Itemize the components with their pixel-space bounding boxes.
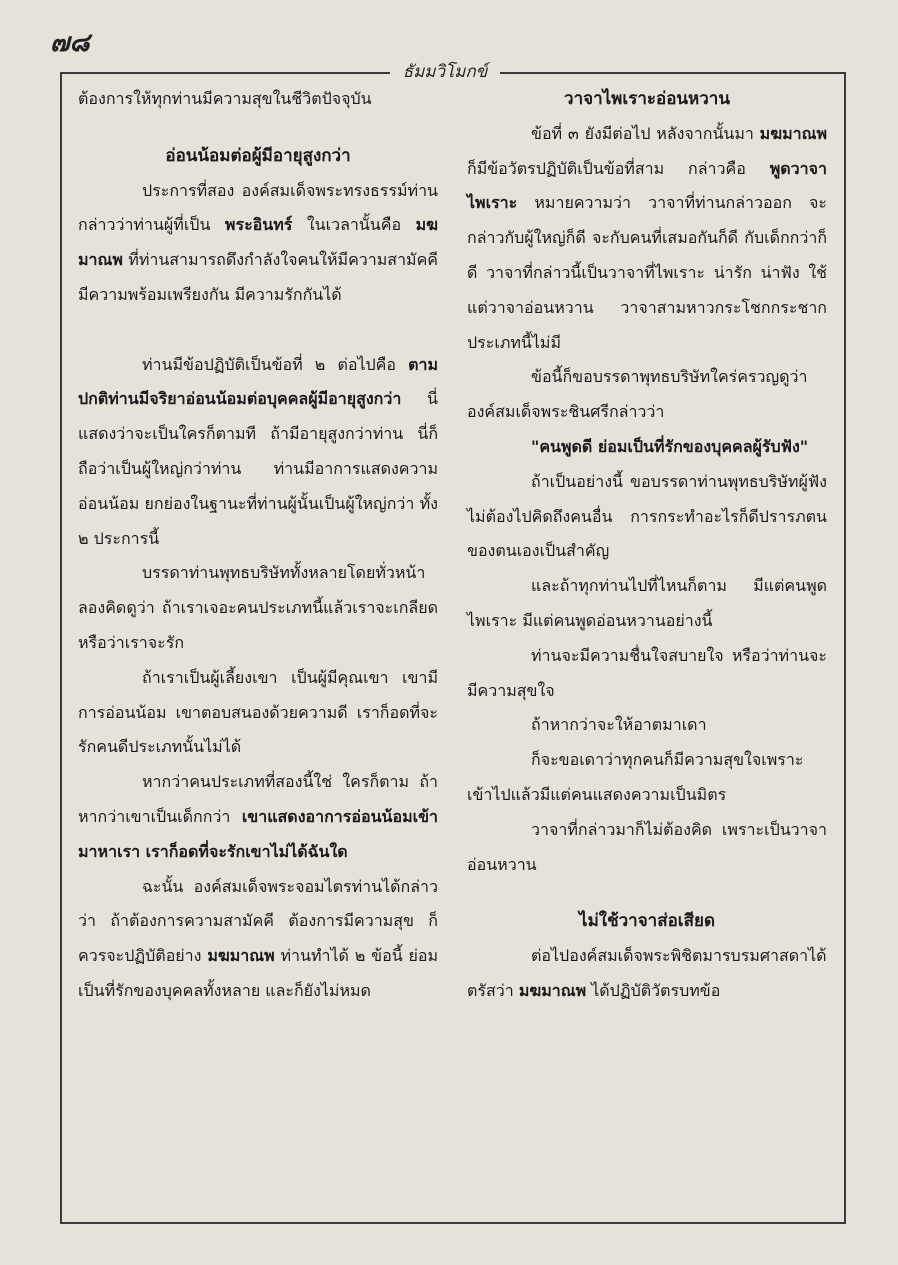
page-number: ๗๘ (50, 28, 90, 58)
paragraph: ข้อที่ ๓ ยังมีต่อไป หลังจากนั้นมา มฆมาณพ ก็มีข้อวัตรปฏิบัติเป็นข้อที่สาม กล่าวคือ พูดวาจาไพเราะ หมายความว่า วาจาที่ท่านกล่าวออก จะกล่าวกับผู้ใหญ่ก็ดี จะกับคนที่เสมอกันก็ดี กับเด็กกว่าก็ดี วาจาที่กล่าวนี้เป็นวาจาที่ไพเราะ น่ารัก น่าฟัง ใช้แต่วาจาอ่อนหวาน วาจาสามหาวกระโชกกระชากประเภทนี้ไม่มี (467, 123, 827, 352)
paragraph: บรรดาท่านพุทธบริษัททั้งหลายโดยทั่วหน้า ลองคิดดูว่า ถ้าเราเจอะคนประเภทนี้แล้วเราจะเกลียดหรือว่าเราจะรัก (78, 563, 438, 652)
paragraph: ถ้าเป็นอย่างนี้ ขอบรรดาท่านพุทธบริษัทผู้ฟังไม่ต้องไปคิดถึงคนอื่น การกระทำอะไรก็ดีปรารภตนของตนเองเป็นสำคัญ (467, 471, 827, 561)
section-heading: วาจาไพเราะอ่อนหวาน (564, 89, 730, 109)
paragraph: ท่านจะมีความชื่นใจสบายใจ หรือว่าท่านจะมีความสุขใจ (467, 645, 827, 700)
paragraph: วาจาที่กล่าวมาก็ไม่ต้องคิด เพราะเป็นวาจาอ่อนหวาน (467, 819, 827, 874)
section-heading: ไม่ใช้วาจาส่อเสียด (579, 911, 715, 932)
running-header: ธัมมวิโมกข์ (402, 62, 488, 82)
frame-top-rule-right (500, 72, 846, 74)
right-column (467, 82, 827, 1009)
paragraph: ถ้าหากว่าจะให้อาตมาเดา (531, 715, 707, 735)
quote: "คนพูดดี ย่อมเป็นที่รักของบุคคลผู้รับฟัง" (531, 436, 809, 456)
left-column (78, 82, 438, 1009)
paragraph: ก็จะขอเดาว่าทุกคนก็มีความสุขใจเพราะเข้าไปแล้วมีแต่คนแสดงความเป็นมิตร (467, 750, 804, 804)
section-heading: อ่อนน้อมต่อผู้มีอายุสูงกว่า (165, 145, 351, 166)
paragraph: ประการที่สอง องค์สมเด็จพระทรงธรรม์ท่านกล่าวว่าท่านผู้ที่เป็น พระอินทร์ ในเวลานั้นคือ มฆมาณพ ที่ท่านสามารถดึงกำลังใจคนให้มีความสามัคคี มีความพร้อมเพรียงกัน มีความรักกันได้ (78, 180, 439, 304)
paragraph: ต่อไปองค์สมเด็จพระพิชิตมารบรมศาสดาได้ตรัสว่า มฆมาณพ ได้ปฏิบัติวัตรบทข้อ (467, 946, 827, 1000)
paragraph: หากว่าคนประเภทที่สองนี้ใช่ ใครก็ตาม ถ้าหากว่าเขาเป็นเด็กกว่า เขาแสดงอาการอ่อนน้อมเข้ามาหาเรา เราก็อดที่จะรักเขาไม่ได้ฉันใด (78, 772, 438, 861)
paragraph: ฉะนั้น องค์สมเด็จพระจอมไตรท่านได้กล่าวว่า ถ้าต้องการความสามัคคี ต้องการมีความสุข ก็ควรจะปฏิบัติอย่าง มฆมาณพ ท่านทำได้ ๒ ข้อนี้ ย่อมเป็นที่รักของบุคคลทั้งหลาย และก็ยังไม่หมด (78, 876, 438, 1000)
paragraph: และถ้าทุกท่านไปที่ไหนก็ตาม มีแต่คนพูดไพเราะ มีแต่คนพูดอ่อนหวานอย่างนี้ (467, 576, 827, 630)
paragraph: ท่านมีข้อปฏิบัติเป็นข้อที่ ๒ ต่อไปคือ ตามปกติท่านมีจริยาอ่อนน้อมต่อบุคคลผู้มีอายุสูงกว่า นี่แสดงว่าจะเป็นใครก็ตามที ถ้ามีอายุสูงกว่าท่าน นี่ก็ถือว่าเป็นผู้ใหญ่กว่าท่าน ท่านมีอาการแสดงความอ่อนน้อม ยกย่องในฐานะที่ท่านผู้นั้นเป็นผู้ใหญ่กว่า ทั้ง ๒ ประการนี้ (78, 354, 438, 548)
paragraph: ต้องการให้ทุกท่านมีความสุขในชีวิตปัจจุบัน (78, 89, 372, 108)
frame-top-rule-left (60, 72, 390, 74)
paragraph: ถ้าเราเป็นผู้เลี้ยงเขา เป็นผู้มีคุณเขา เขามีการอ่อนน้อม เขาตอบสนองด้วยความดี เราก็อดที่จะรักคนดีประเภทนั้นไม่ได้ (78, 667, 438, 757)
paragraph: ข้อนี้ก็ขอบรรดาพุทธบริษัทใคร่ครวญดูว่า องค์สมเด็จพระชินศรีกล่าวว่า (467, 367, 808, 422)
